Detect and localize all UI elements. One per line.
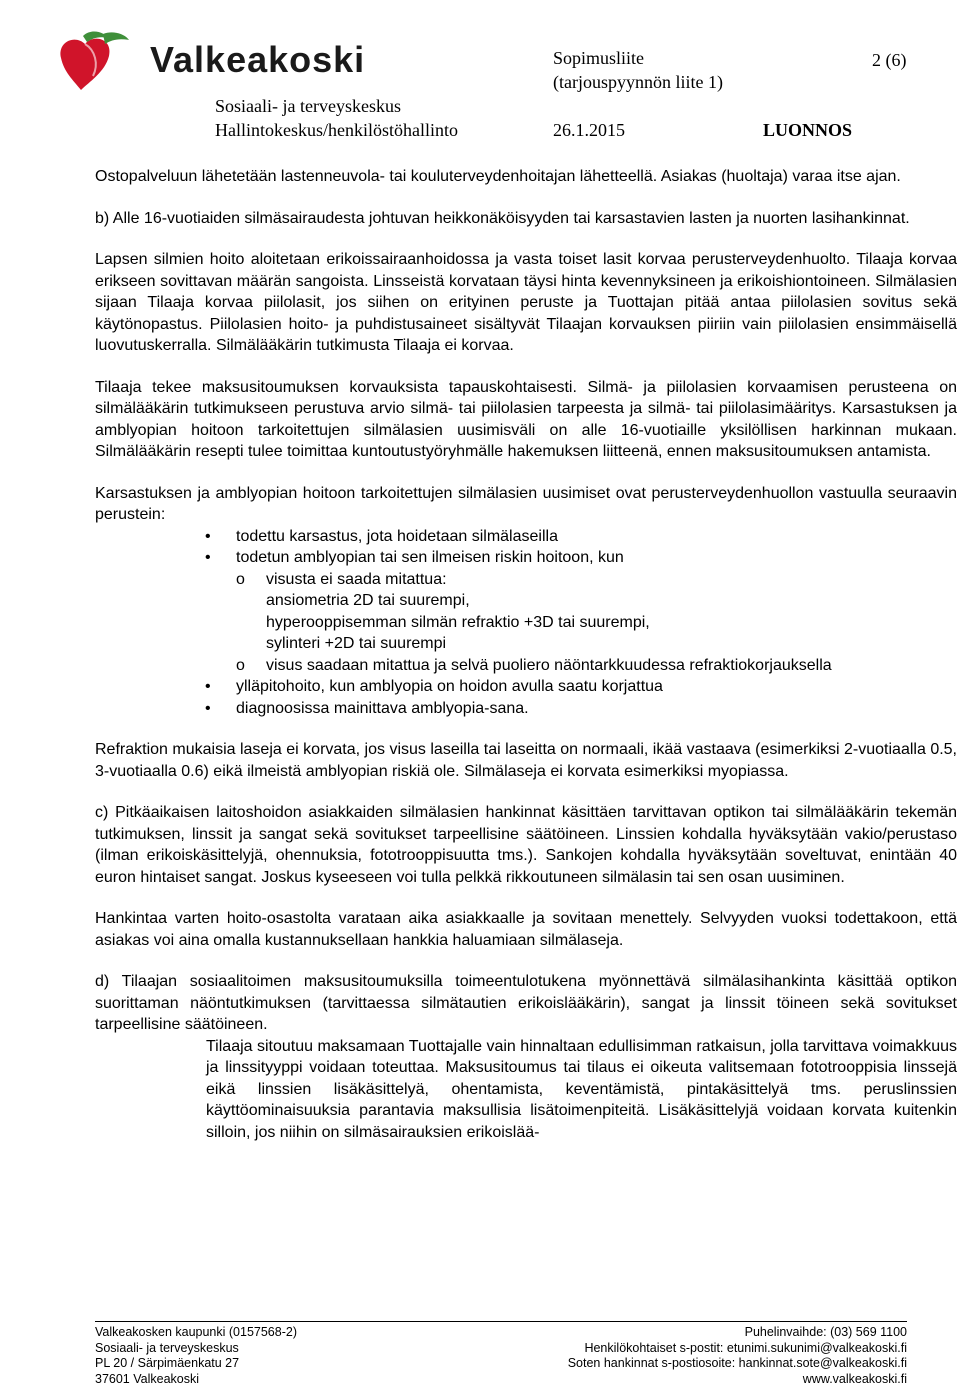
list-item-text: ylläpitohoito, kun amblyopia on hoidon avulla saatu korjattua [236,678,663,695]
page-header [0,0,960,150]
page-footer [95,1321,907,1387]
sub-list-item-text: o visus saadaan mitattua ja selvä puoliero näöntarkkuudessa refraktiokorjauksella [266,655,957,677]
paragraph: c) Pitkäaikaisen laitoshoidon asiakkaiden silmälasien hankinnat käsittäen tarvittavan optikon tai silmälääkärin tekemän tutkimuksen, linssit ja sangat sekä sovitukset tarpeellisine säätöineen. Linssien kohdalla hyväksytään vakio/perustaso (ilman erikoiskäsittelyjä, ohennuksia, fototrooppisuutta tms.). Sankojen kohdalla hyväksytään soveltuvat, enintään 40 euron hintaiset sangat. Joskus kyseeseen voi tulla pelkkä rikkoutuneen silmälasin tai sen osan uusiminen. [95,802,957,888]
sub-list [236,569,957,677]
list-item [95,676,957,698]
paragraph: d) Tilaajan sosiaalitoimen maksusitoumuksilla toimeentulotukena myönnettävä silmälasihankinta käsittää optikon suorittaman näöntutkimuksen (tarvittaessa silmätautien erikoislääkärin), sangat ja linssit töineen sekä sovitukset tarpeellisine säätöineen. [95,971,957,1036]
paragraph: Refraktion mukaisia laseja ei korvata, jos visus laseilla tai laseitta on normaali, ikää vastaava (esimerkiksi 2-vuotiaalla 0.5, 3-vuotiaalla 0.6) eikä ilmeistä amblyopian riskiä ole. Silmälaseja ei korvata esimerkiksi myopiassa. [95,739,957,782]
criteria-list [95,526,957,720]
header-unit: Hallintokeskus/henkilöstöhallinto [215,120,458,141]
footer-procurement-email: Soten hankinnat s-postiosoite: hankinnat.sote@valkeakoski.fi [568,1356,907,1372]
document-body [95,166,957,1143]
sub-list-line: sylinteri +2D tai suurempi [266,633,957,655]
paragraph: Ostopalveluun lähetetään lastenneuvola- tai kouluterveydenhoitajan lähetteellä. Asiakas (huoltaja) varaa itse ajan. [95,166,957,188]
footer-website: www.valkeakoski.fi [803,1372,907,1387]
footer-phone: Puhelinvaihde: (03) 569 1100 [745,1325,907,1341]
document-status: LUONNOS [763,120,852,141]
footer-row [95,1372,907,1387]
document-subtitle: (tarjouspyynnön liite 1) [553,72,723,93]
sub-list-item [236,569,957,655]
footer-postcode: 37601 Valkeakoski [95,1372,199,1387]
document-date: 26.1.2015 [553,120,625,141]
footer-address: PL 20 / Särpimäenkatu 27 [95,1356,239,1372]
paragraph: Lapsen silmien hoito aloitetaan erikoissairaanhoidossa ja vasta toiset lasit korvaa perusterveydenhuolto. Tilaaja korvaa erikseen sovittavan määrän sangoista. Linsseistä korvataan täysi hinta kevennyksineen ja erikoishiontoineen. Silmälasien sijaan Tilaaja korvaa piilolasit, jos siihen on erityinen peruste ja Tuottajan pitää antaa piilolasien sovitus sekä käytönopastus. Piilolasien hoito- ja puhdistusaineet sisältyvät Tilaajan korvauksen piiriin vain piilolasien ensimmäisellä luovutuskerralla. Silmälääkärin tutkimusta Tilaaja ei korvaa. [95,249,957,357]
list-item [95,526,957,548]
page-number: 2 (6) [872,50,907,71]
valkeakoski-logo [55,30,425,100]
strawberry-heart-icon [55,30,155,100]
sub-list-item-text: o visusta ei saada mitattua: [266,569,957,591]
header-org: Sosiaali- ja terveyskeskus [215,96,401,117]
list-item [95,547,957,676]
list-item-text: todettu karsastus, jota hoidetaan silmälaseilla [236,528,558,545]
sub-list-line: hyperooppisemman silmän refraktio +3D tai suurempi, [266,612,957,634]
paragraph: Karsastuksen ja amblyopian hoitoon tarkoitettujen silmälasien uusimiset ovat perusterveydenhuollon vastuulla seuraavin perustein: [95,483,957,526]
paragraph: b) Alle 16-vuotiaiden silmäsairaudesta johtuvan heikkonäköisyyden tai karsastavien lasten ja nuorten lasihankinnat. [95,208,957,230]
sub-list-line: ansiometria 2D tai suurempi, [266,590,957,612]
footer-company: Valkeakosken kaupunki (0157568-2) [95,1325,297,1341]
logo-text: Valkeakoski [150,39,365,81]
footer-personal-email: Henkilökohtaiset s-postit: etunimi.sukunimi@valkeakoski.fi [584,1341,907,1357]
sub-list-item [236,655,957,677]
footer-department: Sosiaali- ja terveyskeskus [95,1341,239,1357]
footer-row [95,1356,907,1372]
document-title: Sopimusliite [553,48,644,69]
list-item-text: diagnoosissa mainittava amblyopia-sana. [236,700,529,717]
paragraph: Hankintaa varten hoito-osastolta varataan aika asiakkaalle ja sovitaan menettely. Selvyyden vuoksi todettakoon, että asiakas voi aina omalla kustannuksellaan hankkia haluamiaan silmälaseja. [95,908,957,951]
indented-paragraph: Tilaaja sitoutuu maksamaan Tuottajalle vain hinnaltaan edullisimman ratkaisun, jolla tarvittava voimakkuus ja linssityyppi voidaan toteuttaa. Maksusitoumus tai tilaus ei oikeuta valitsemaan fototrooppisia linssejä eikä linssien lisäkäsittelyä, ohentamista, keventämistä, pintakäsittelyä tms. peruslinssien käyttöominaisuuksia parantavia maksullisia lisätoimenpiteitä. Lisäkäsittelyjä voidaan korvata kuitenkin silloin, jos niihin on silmäsairauksien erikoislää- [206,1036,957,1144]
footer-row [95,1341,907,1357]
footer-row [95,1325,907,1341]
paragraph: Tilaaja tekee maksusitoumuksen korvauksista tapauskohtaisesti. Silmä- ja piilolasien korvaamisen perusteena on silmälääkärin tutkimukseen perustuva arvio silmä- tai piilolasien tarpeesta ja silmä- tai piilolasimääritys. Karsastuksen ja amblyopian hoitoon tarkoitettujen silmälasien uusimisväli on alle 16-vuotiaille yksilöllisen harkinnan mukaan. Silmälääkärin resepti tulee toimittaa kuntoutustyöryhmälle hakemuksen liitteenä, ennen maksusitoumuksen antamista. [95,377,957,463]
list-item [95,698,957,720]
list-item-text: todetun amblyopian tai sen ilmeisen riskin hoitoon, kun [236,549,624,566]
